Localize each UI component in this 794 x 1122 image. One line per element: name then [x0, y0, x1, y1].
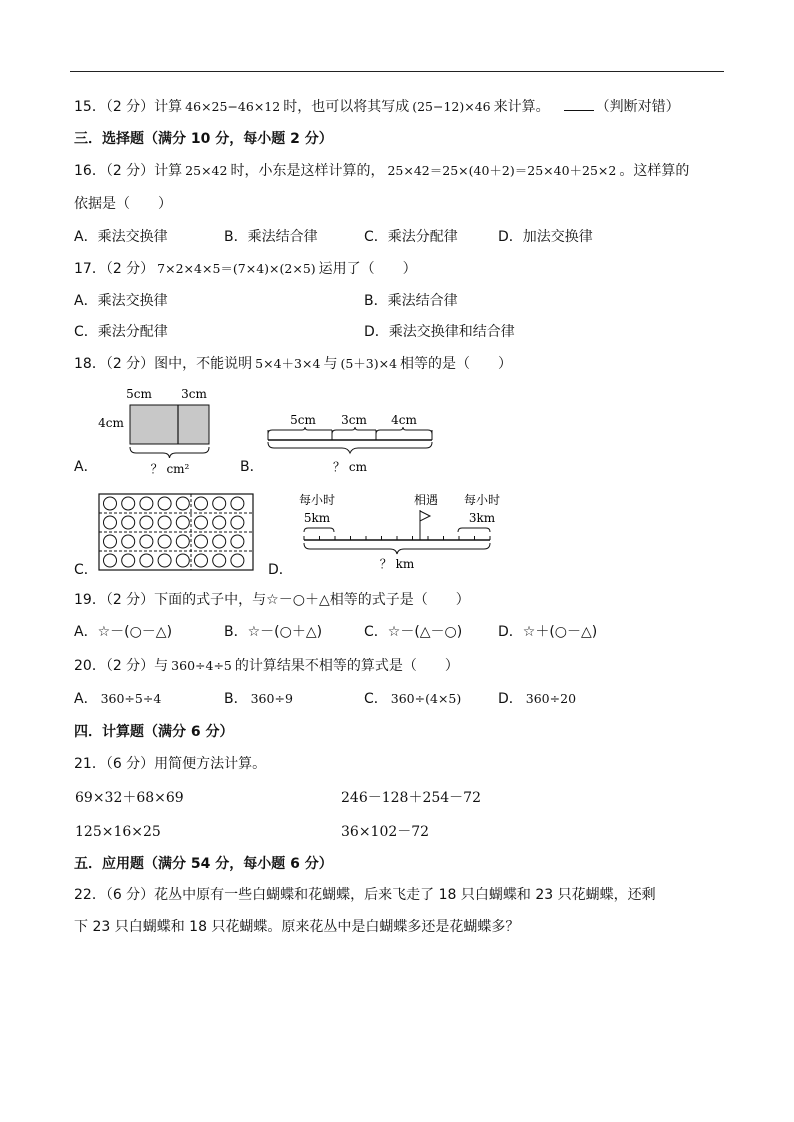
figc-circle	[213, 554, 226, 567]
question-22-line-1: 22．（6 分）花丛中原有一些白蝴蝶和花蝴蝶，后来飞走了 18 只白蝴蝶和 23 只花蝴蝶，还剩	[74, 887, 656, 903]
figc-circle	[195, 554, 208, 567]
figc-circle	[140, 497, 153, 510]
q17-option-b[interactable]: B．乘法结合律	[364, 293, 458, 309]
q15-text-tail: 来计算。	[493, 99, 550, 115]
figa-rectangle	[130, 405, 209, 444]
figa-bottom-label: ？ cm²	[150, 462, 190, 476]
figc-circle	[104, 516, 117, 529]
figc-circle	[213, 535, 226, 548]
figc-circle	[122, 554, 135, 567]
q17-option-c[interactable]: C．乘法分配律	[74, 324, 168, 340]
figc-circle	[104, 535, 117, 548]
q21-expression-2: 246－128＋254－72	[341, 790, 481, 806]
q15-answer-blank[interactable]	[564, 96, 594, 111]
figa-top-label-2: 3cm	[181, 387, 207, 401]
q18-figure-c	[98, 493, 254, 573]
q18-text-tail: 相等的是（ ）	[400, 356, 513, 372]
figc-circle	[176, 535, 189, 548]
q19-option-d[interactable]: D．☆＋(○－△)	[498, 624, 598, 640]
figc-circle	[104, 497, 117, 510]
figc-circle	[158, 516, 171, 529]
q16-number: 16．（2 分）计算	[74, 163, 183, 179]
q16-expression-1: 25×42	[185, 163, 228, 178]
q18-expression-1: 5×4＋3×4	[255, 356, 321, 371]
question-19: 19．（2 分）下面的式子中，与☆－○＋△相等的式子是（ ）	[74, 592, 470, 608]
q16-line-2: 依据是（ ）	[74, 196, 172, 212]
figd-right-value: 3km	[468, 511, 496, 525]
figd-flag-icon	[420, 511, 430, 521]
figc-circle	[195, 535, 208, 548]
figc-circle	[158, 535, 171, 548]
section-5-title: 五．应用题（满分 54 分，每小题 6 分）	[74, 856, 333, 872]
q17-expression: 7×2×4×5＝(7×4)×(2×5)	[157, 261, 316, 276]
question-17	[74, 259, 417, 279]
q20-option-b[interactable]: B． 360÷9	[224, 691, 293, 707]
figc-circle	[158, 554, 171, 567]
figb-segment-label-3: 4cm	[391, 413, 417, 427]
question-20	[74, 656, 459, 676]
q15-text-mid: 时，也可以将其写成	[283, 99, 410, 115]
figc-circle	[231, 554, 244, 567]
figc-circle	[122, 535, 135, 548]
figd-left-value: 5km	[303, 511, 331, 525]
q18-expression-2: (5＋3)×4	[340, 356, 398, 371]
q17-number: 17．（2 分）	[74, 261, 155, 277]
figd-brace	[304, 543, 490, 554]
question-22-line-2: 下 23 只白蝴蝶和 18 只花蝴蝶。原来花丛中是白蝴蝶多还是花蝴蝶多？	[74, 919, 520, 935]
figb-brace	[268, 442, 432, 453]
q18-number: 18．（2 分）图中，不能说明	[74, 356, 253, 372]
figd-right-title: 每小时	[463, 493, 501, 507]
question-15	[74, 96, 680, 117]
question-18	[74, 354, 512, 374]
q20-option-a[interactable]: A． 360÷5÷4	[74, 691, 162, 707]
q15-expression-1: 46×25−46×12	[185, 99, 281, 114]
question-16	[74, 161, 689, 181]
figc-circle	[104, 554, 117, 567]
q18-figure-d	[294, 488, 510, 574]
figc-circle	[195, 516, 208, 529]
q18-text-mid: 与	[323, 356, 338, 372]
q18-figure-b	[262, 410, 438, 478]
q16-option-c[interactable]: C．乘法分配律	[364, 229, 458, 245]
section-3-title: 三．选择题（满分 10 分，每小题 2 分）	[74, 131, 333, 147]
q19-option-c[interactable]: C．☆－(△－○)	[364, 624, 463, 640]
q16-text-tail: 。这样算的	[619, 163, 690, 179]
q16-text-mid: 时，小东是这样计算的，	[230, 163, 385, 179]
q17-option-d[interactable]: D．乘法交换律和结合律	[364, 324, 515, 340]
figc-circle	[231, 516, 244, 529]
q20-option-c[interactable]: C． 360÷(4×5)	[364, 691, 462, 707]
q15-number: 15．（2 分）计算	[74, 99, 183, 115]
figb-segment-label-2: 3cm	[341, 413, 367, 427]
q15-judge-label: （判断对错）	[595, 99, 680, 115]
q16-option-b[interactable]: B．乘法结合律	[224, 229, 318, 245]
figb-segment-label-1: 5cm	[290, 413, 316, 427]
q21-expression-3: 125×16×25	[75, 824, 161, 840]
q18-option-c-label[interactable]: C．	[74, 562, 98, 578]
figc-circle	[122, 516, 135, 529]
figc-circle	[176, 497, 189, 510]
q16-option-a[interactable]: A．乘法交换律	[74, 229, 168, 245]
q21-expression-1: 69×32＋68×69	[75, 790, 184, 806]
q19-option-a[interactable]: A．☆－(○－△)	[74, 624, 173, 640]
figa-brace	[130, 447, 209, 458]
q16-option-d[interactable]: D．加法交换律	[498, 229, 593, 245]
figd-bottom-label: ？ km	[379, 557, 415, 571]
q20-expression: 360÷4÷5	[171, 658, 232, 673]
figc-circle	[176, 516, 189, 529]
figc-circle	[158, 497, 171, 510]
q21-expression-4: 36×102－72	[341, 824, 430, 840]
q19-option-b[interactable]: B．☆－(○＋△)	[224, 624, 323, 640]
q20-text-tail: 的计算结果不相等的算式是（ ）	[234, 658, 459, 674]
figc-circle	[213, 497, 226, 510]
q20-option-d[interactable]: D． 360÷20	[498, 691, 577, 707]
figc-circle	[140, 535, 153, 548]
section-4-title: 四．计算题（满分 6 分）	[74, 724, 234, 740]
figa-side-label: 4cm	[98, 416, 124, 430]
q15-expression-2: (25−12)×46	[412, 99, 491, 114]
q17-text-tail: 运用了（ ）	[318, 261, 417, 277]
figc-circle	[231, 497, 244, 510]
figc-circle	[176, 554, 189, 567]
header-rule	[70, 71, 724, 72]
figd-meet-label: 相遇	[413, 493, 439, 507]
q20-number: 20．（2 分）与	[74, 658, 169, 674]
figc-circle	[195, 497, 208, 510]
figc-circle	[231, 535, 244, 548]
q18-figure-a	[92, 384, 222, 478]
q18-option-a-label[interactable]: A．	[74, 459, 98, 475]
q17-option-a[interactable]: A．乘法交换律	[74, 293, 168, 309]
q18-option-d-label[interactable]: D．	[268, 562, 293, 578]
figc-circle	[140, 516, 153, 529]
question-21: 21．（6 分）用简便方法计算。	[74, 756, 267, 772]
figc-circle	[140, 554, 153, 567]
figd-left-title: 每小时	[298, 493, 336, 507]
figa-top-label-1: 5cm	[126, 387, 152, 401]
q16-expression-2: 25×42＝25×(40＋2)＝25×40＋25×2	[387, 163, 617, 178]
q18-option-b-label[interactable]: B．	[240, 459, 264, 475]
figb-bottom-label: ？ cm	[333, 460, 367, 474]
figc-circle	[122, 497, 135, 510]
figc-circle	[213, 516, 226, 529]
